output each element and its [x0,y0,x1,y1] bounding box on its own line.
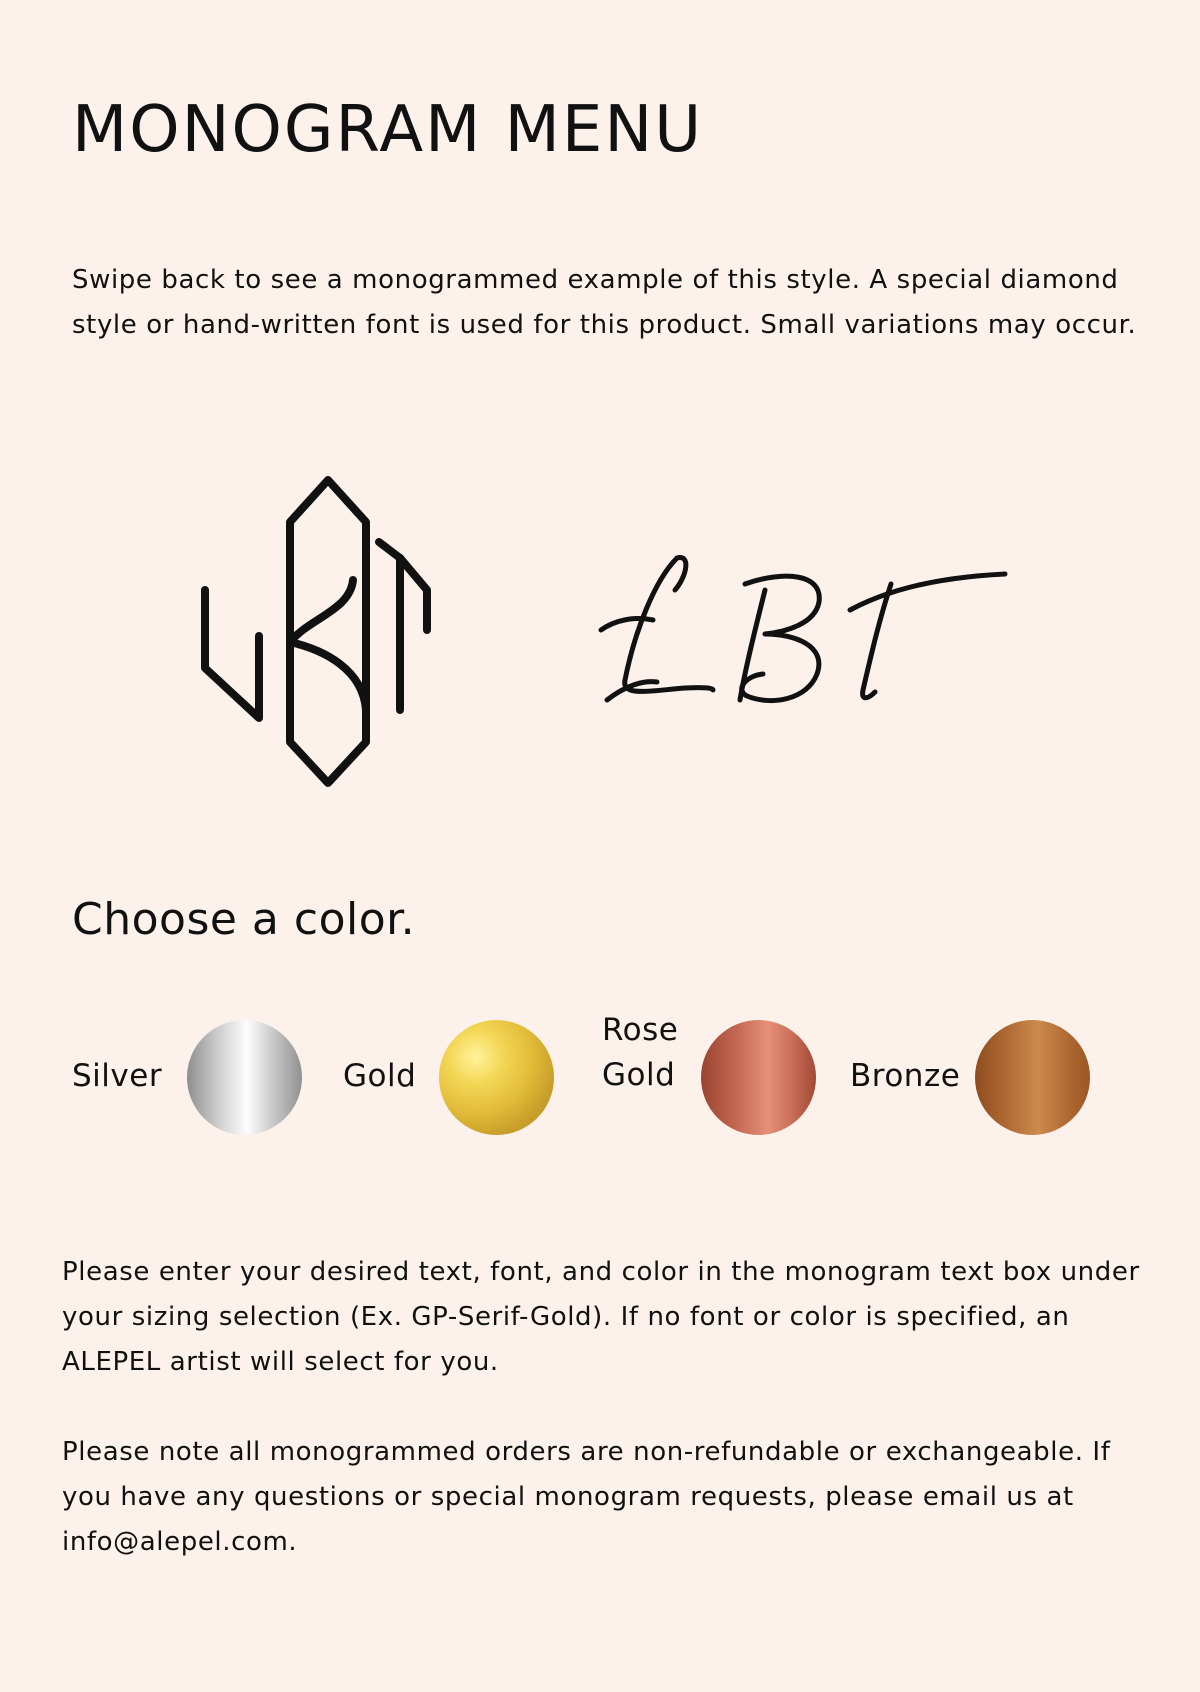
choose-color-heading: Choose a color. [72,894,416,945]
intro-text: Swipe back to see a monogrammed example of this style. A special diamond style or hand-written font is used for this product. Small variations may occur. [72,265,1137,340]
rose-gold-label-line1: Rose [602,1012,679,1048]
diamond-monogram-icon [195,470,465,790]
script-monogram-icon [595,550,1015,710]
gold-swatch[interactable] [439,1020,554,1135]
instructions-text: Please enter your desired text, font, and color in the monogram text box under your sizing selection (Ex. GP-Serif-Gold). If no font or color is specified, an ALEPEL artist will select for you. [62,1257,1140,1377]
rose-gold-label-line2: Gold [602,1057,676,1093]
silver-label: Silver [72,1058,163,1094]
bronze-swatch[interactable] [975,1020,1090,1135]
silver-swatch[interactable] [187,1020,302,1135]
gold-label: Gold [343,1058,417,1094]
policy-text: Please note all monogrammed orders are non-refundable or exchangeable. If you have any questions or special monogram requests, please email us at info@alepel.com. [62,1437,1111,1557]
monogram-samples [0,460,1200,790]
page-title: MONOGRAM MENU [72,93,704,167]
rose-gold-swatch[interactable] [701,1020,816,1135]
bronze-label: Bronze [850,1058,961,1094]
color-swatches [0,1012,1200,1138]
rose-gold-label [602,1008,678,1098]
